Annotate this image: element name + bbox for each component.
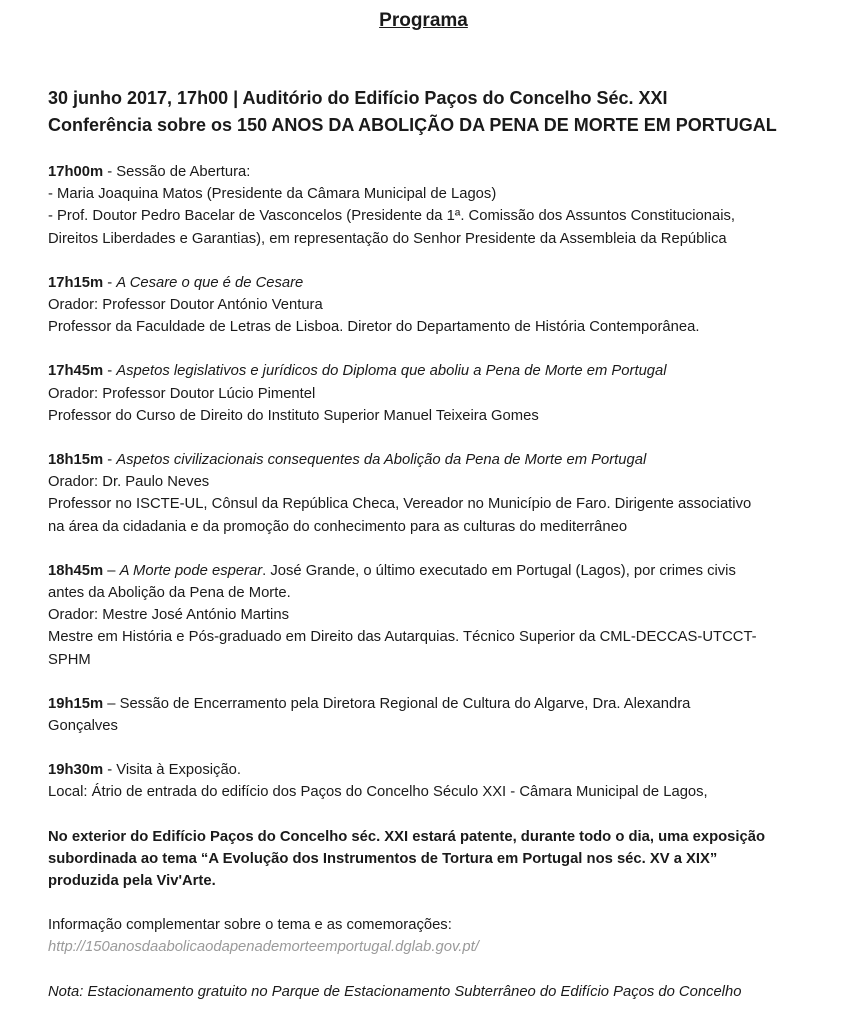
session-line: Direitos Liberdades e Garantias), em representação do Senhor Presidente da Assembleia da República [48,230,727,247]
info-link[interactable]: http://150anosdaabolicaodapenademorteemportugal.dglab.gov.pt/ [48,939,479,956]
session-line: antes da Abolição da Pena de Morte. [48,585,291,602]
page-title: Programa [379,10,468,31]
session-title: – Sessão de Encerramento pela Diretora Regional de Cultura do Algarve, Dra. Alexandra [103,695,691,712]
separator: - [103,274,117,291]
session-time: 18h15m [48,452,104,469]
speaker-bio: Professor da Faculdade de Letras de Lisboa. Diretor do Departamento de História Contemporânea. [48,319,700,336]
session-line: - Maria Joaquina Matos (Presidente da Câmara Municipal de Lagos) [48,186,497,203]
session-title: - Visita à Exposição. [103,762,242,779]
session-1745 [48,360,838,427]
session-time: 19h15m [48,695,104,712]
session-line: Gonçalves [48,718,118,735]
exhibition-line: No exterior do Edifício Paços do Concelho séc. XXI estará patente, durante todo o dia, uma exposição [48,828,765,845]
separator: – [103,562,120,579]
session-1845 [48,560,838,671]
speaker-bio: SPHM [48,651,91,668]
session-topic: Aspetos legislativos e jurídicos do Diploma que aboliu a Pena de Morte em Portugal [116,363,667,380]
session-1700 [48,161,838,250]
event-date-venue: 30 junho 2017, 17h00 | Auditório do Edifício Paços do Concelho Séc. XXI [48,88,668,108]
session-time: 17h45m [48,363,104,380]
session-location: Local: Átrio de entrada do edifício dos Paços do Concelho Século XXI - Câmara Municipal de Lagos, [48,784,708,801]
session-topic: Aspetos civilizacionais consequentes da Abolição da Pena de Morte em Portugal [116,452,647,469]
session-time: 19h30m [48,762,104,779]
session-1715 [48,272,838,339]
parking-note [48,981,838,1003]
session-1815 [48,449,838,538]
speaker: Orador: Dr. Paulo Neves [48,474,210,491]
session-topic: A Cesare o que é de Cesare [116,274,304,291]
note-text: Nota: Estacionamento gratuito no Parque de Estacionamento Subterrâneo do Edifício Paços do Concelho [48,983,742,1000]
conference-title: Conferência sobre os 150 ANOS DA ABOLIÇÃO DA PENA DE MORTE EM PORTUGAL [48,115,777,135]
speaker-bio: Professor no ISCTE-UL, Cônsul da República Checa, Vereador no Município de Faro. Dirigente associativo [48,496,752,513]
separator: - [103,452,117,469]
separator: - [103,363,117,380]
speaker: Orador: Mestre José António Martins [48,607,289,624]
session-topic: A Morte pode esperar [119,562,263,579]
programme-body [48,161,838,1003]
session-time: 17h00m [48,164,104,180]
session-time: 17h15m [48,274,104,291]
speaker-bio: Mestre em História e Pós-graduado em Direito das Autarquias. Técnico Superior da CML-DECCAS-UTCCT- [48,629,757,646]
session-title: - Sessão de Abertura: [103,164,251,180]
exhibition-line: subordinada ao tema “A Evolução dos Instrumentos de Tortura em Portugal nos séc. XV a XIX” [48,850,718,867]
session-description: . José Grande, o último executado em Portugal (Lagos), por crimes civis [262,562,736,579]
session-time: 18h45m [48,562,104,579]
session-1930 [48,759,838,803]
info-text: Informação complementar sobre o tema e as comemorações: [48,917,452,934]
speaker-bio: na área da cidadania e da promoção do conhecimento para as culturas do mediterrâneo [48,518,628,535]
exhibition-notice [48,826,838,893]
speaker: Orador: Professor Doutor Lúcio Pimentel [48,385,316,402]
speaker: Orador: Professor Doutor António Ventura [48,297,323,314]
speaker-bio: Professor do Curso de Direito do Instituto Superior Manuel Teixeira Gomes [48,407,539,424]
info-section [48,914,838,958]
session-line: - Prof. Doutor Pedro Bacelar de Vasconcelos (Presidente da 1ª. Comissão dos Assuntos Constitucionais, [48,208,736,225]
exhibition-line: produzida pela Viv'Arte. [48,873,216,890]
session-1915 [48,693,838,737]
